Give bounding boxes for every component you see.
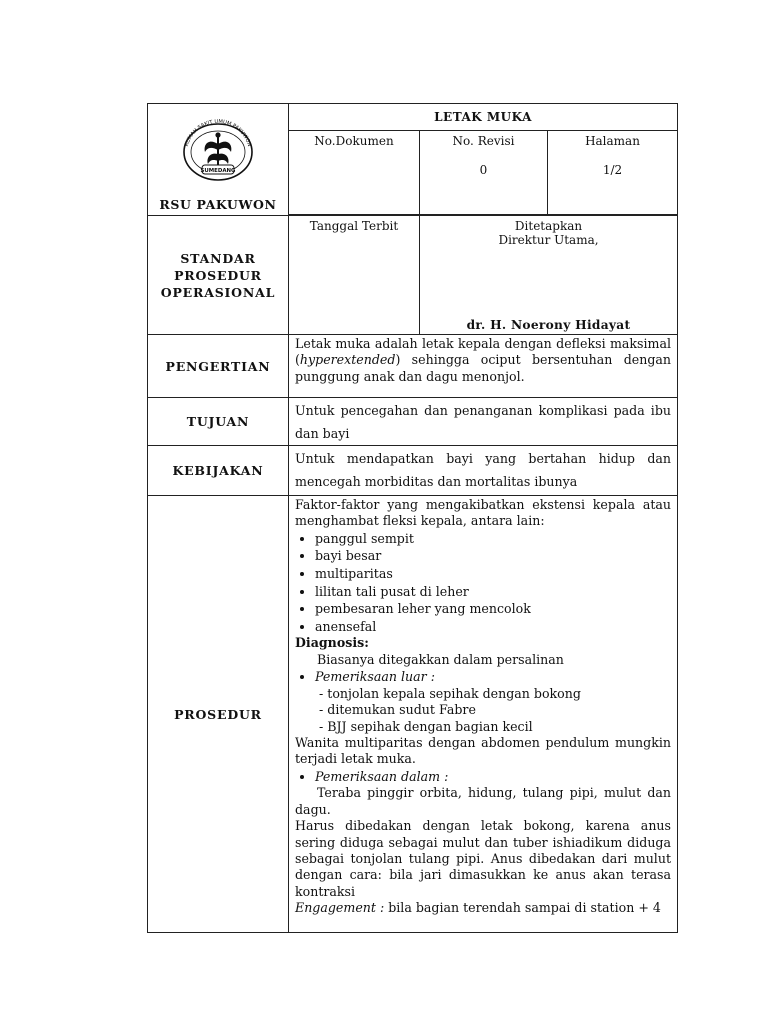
svg-text:RUMAH SAKIT UMUM PAKUWON: RUMAH SAKIT UMUM PAKUWON bbox=[183, 118, 253, 148]
approval-cell bbox=[420, 216, 678, 335]
approval-line1: Ditetapkan bbox=[514, 219, 583, 233]
tujuan-label: TUJUAN bbox=[186, 414, 250, 429]
issue-date-cell bbox=[289, 216, 420, 335]
factor-list bbox=[295, 530, 671, 636]
pengertian-text-cell bbox=[289, 335, 678, 398]
prosedur-label-cell bbox=[148, 496, 289, 933]
prosedur-intro: Faktor-faktor yang mengakibatkan ekstensi kepala atau menghambat fleksi kepala, antara lain: bbox=[295, 497, 672, 529]
differential-text: Harus dibedakan dengan letak bokong, karena anus sering diduga sebagai mulut dan tuber ishiadikum diduga sebagai tonjolan tulang pipi. Anus dibedakan dari mulut dengan cara: bila jari dimasukkan ke anus akan terasa kontraksi bbox=[295, 818, 672, 899]
sop-title-line1: STANDAR bbox=[180, 250, 256, 266]
pengertian-text-2: ) sehingga ociput bersentuhan dengan punggung anak dan dagu menonjol. bbox=[295, 352, 672, 384]
hospital-name: RSU PAKUWON bbox=[159, 197, 277, 212]
pengertian-text-1: Letak muka adalah letak kepala dengan defleksi maksimal ( bbox=[295, 336, 672, 368]
outer-exam-item: - BJJ sepihak dengan bagian kecil bbox=[319, 718, 533, 734]
sop-title-cell bbox=[148, 216, 289, 335]
approval-line2: Direktur Utama, bbox=[498, 233, 599, 247]
inner-exam-text: Teraba pinggir orbita, hidung, tulang pipi, mulut dan dagu. bbox=[295, 785, 672, 817]
issue-date-label: Tanggal Terbit bbox=[309, 219, 399, 233]
revision-label: No. Revisi bbox=[452, 134, 515, 148]
engagement-paragraph bbox=[295, 900, 671, 916]
list-item: • lilitan tali pusat di leher bbox=[315, 583, 671, 601]
hospital-identity-cell bbox=[148, 104, 289, 216]
list-item: • bayi besar bbox=[315, 547, 671, 565]
outer-exam-item: - ditemukan sudut Fabre bbox=[319, 702, 476, 718]
diagnosis-heading: Diagnosis: bbox=[295, 635, 369, 651]
sop-title-line2: PROSEDUR bbox=[174, 267, 262, 283]
pengertian-label-cell bbox=[148, 335, 289, 398]
list-item: • pembesaran leher yang mencolok bbox=[315, 600, 671, 618]
page-label: Halaman bbox=[585, 134, 640, 148]
page-cell bbox=[548, 131, 678, 215]
hospital-logo bbox=[175, 114, 261, 182]
document-title: LETAK MUKA bbox=[289, 104, 678, 131]
pengertian-text-italic: hyperextended bbox=[299, 352, 396, 368]
sop-document-table bbox=[147, 103, 678, 933]
diagnosis-text: Biasanya ditegakkan dalam persalinan bbox=[317, 651, 564, 667]
revision-value: 0 bbox=[479, 163, 488, 177]
kebijakan-label-cell bbox=[148, 446, 289, 496]
pengertian-label: PENGERTIAN bbox=[165, 358, 271, 374]
kebijakan-label: KEBIJAKAN bbox=[172, 463, 264, 478]
tujuan-label-cell bbox=[148, 398, 289, 446]
outer-exam-heading: • Pemeriksaan luar : bbox=[315, 668, 671, 686]
outer-exam-list bbox=[295, 668, 671, 686]
svg-text:SUMEDANG: SUMEDANG bbox=[200, 168, 236, 174]
list-item: • panggul sempit bbox=[315, 530, 671, 548]
inner-exam-list bbox=[295, 768, 671, 786]
signatory-name: dr. H. Noerony Hidayat bbox=[466, 318, 631, 332]
page-value: 1/2 bbox=[602, 163, 623, 177]
prosedur-label: PROSEDUR bbox=[174, 706, 262, 722]
list-item: • anensefal bbox=[315, 618, 671, 636]
tujuan-text-cell: Untuk pencegahan dan penanganan komplikasi pada ibu dan bayi bbox=[289, 398, 678, 446]
prosedur-text-cell bbox=[289, 496, 678, 933]
engagement-text: bila bagian terendah sampai di station + 4 bbox=[384, 900, 661, 916]
doc-number-label: No.Dokumen bbox=[314, 134, 394, 148]
doc-number-cell bbox=[289, 131, 420, 215]
outer-exam-item: - tonjolan kepala sepihak dengan bokong bbox=[319, 685, 581, 701]
sop-title-line3: OPERASIONAL bbox=[160, 284, 276, 300]
inner-exam-heading: • Pemeriksaan dalam : bbox=[315, 768, 671, 786]
engagement-label: Engagement : bbox=[295, 900, 385, 916]
list-item: • multiparitas bbox=[315, 565, 671, 583]
multipara-text: Wanita multiparitas dengan abdomen pendulum mungkin terjadi letak muka. bbox=[295, 735, 672, 767]
kebijakan-text-cell: Untuk mendapatkan bayi yang bertahan hidup dan mencegah morbiditas dan mortalitas ibunya bbox=[289, 446, 678, 496]
revision-cell bbox=[420, 131, 548, 215]
